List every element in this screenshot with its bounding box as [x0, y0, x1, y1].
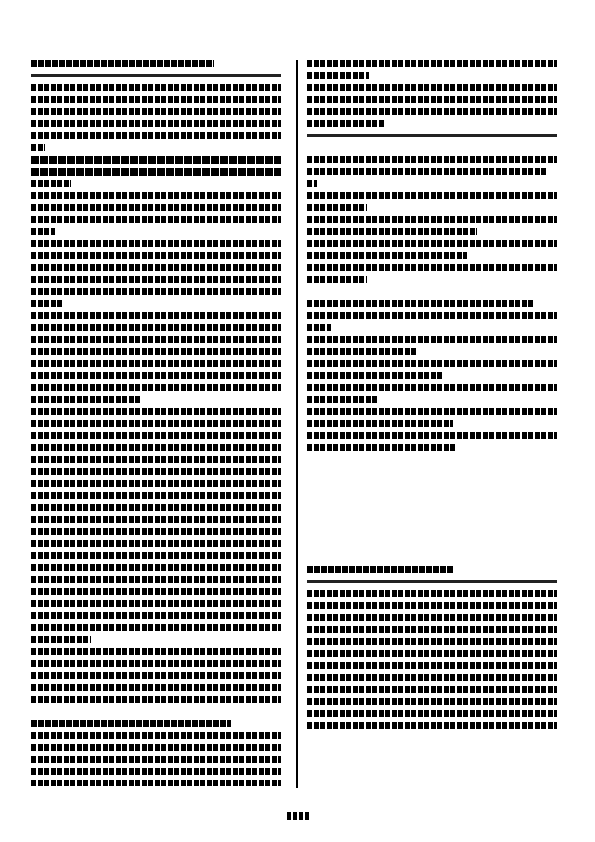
text-line	[307, 720, 560, 732]
text-line	[31, 142, 289, 154]
text-line	[307, 274, 560, 286]
text-line	[307, 334, 560, 346]
text-line	[307, 58, 560, 70]
text-line	[307, 708, 560, 720]
text-line	[31, 622, 289, 634]
text-line	[31, 742, 289, 754]
text-line	[31, 106, 289, 118]
text-line	[307, 118, 560, 130]
text-line	[307, 684, 560, 696]
text-line	[31, 286, 289, 298]
text-line	[31, 598, 289, 610]
column-divider	[296, 60, 298, 788]
text-line	[31, 358, 289, 370]
text-line	[307, 94, 560, 106]
text-line	[307, 370, 560, 382]
section-heading	[31, 58, 289, 70]
text-line	[31, 262, 289, 274]
text-line	[307, 106, 560, 118]
text-line	[31, 238, 289, 250]
text-line	[307, 636, 560, 648]
text-line	[31, 454, 289, 466]
text-line	[307, 430, 560, 442]
text-line	[31, 418, 289, 430]
text-line	[31, 562, 289, 574]
text-line	[307, 382, 560, 394]
text-line	[31, 130, 289, 142]
page-number	[287, 812, 309, 820]
text-line	[307, 250, 560, 262]
right-column	[307, 58, 560, 786]
text-line	[31, 466, 289, 478]
text-line	[31, 586, 289, 598]
text-line	[31, 250, 289, 262]
text-line	[31, 514, 289, 526]
text-line	[307, 600, 560, 612]
text-line	[307, 624, 560, 636]
text-line	[307, 672, 560, 684]
text-line	[31, 550, 289, 562]
text-line	[307, 310, 560, 322]
text-line	[307, 406, 560, 418]
text-line	[31, 526, 289, 538]
section-heading	[31, 718, 289, 730]
text-line	[307, 660, 560, 672]
text-line	[307, 214, 560, 226]
text-line	[31, 310, 289, 322]
text-line	[31, 166, 289, 178]
text-line	[31, 346, 289, 358]
text-line	[31, 334, 289, 346]
text-line	[31, 70, 289, 82]
text-line	[31, 694, 289, 706]
section-heading	[307, 564, 560, 576]
text-line	[307, 322, 560, 334]
text-line	[31, 406, 289, 418]
text-line	[31, 682, 289, 694]
text-line	[31, 766, 289, 778]
text-line	[31, 610, 289, 622]
text-line	[307, 298, 560, 310]
text-line	[307, 202, 560, 214]
text-line	[307, 226, 560, 238]
text-line	[307, 154, 560, 166]
text-line	[307, 82, 560, 94]
text-line	[31, 190, 289, 202]
text-line	[31, 658, 289, 670]
text-line	[31, 298, 289, 310]
text-line	[31, 754, 289, 766]
text-line	[31, 322, 289, 334]
text-line	[307, 262, 560, 274]
text-line	[31, 574, 289, 586]
text-line	[31, 214, 289, 226]
text-line	[31, 370, 289, 382]
text-line	[31, 646, 289, 658]
text-line	[31, 490, 289, 502]
text-line	[307, 648, 560, 660]
text-line	[31, 730, 289, 742]
text-line	[31, 394, 289, 406]
text-line	[307, 166, 560, 178]
text-line	[31, 154, 289, 166]
text-line	[31, 430, 289, 442]
text-line	[307, 442, 560, 454]
text-line	[31, 538, 289, 550]
text-line	[31, 778, 289, 786]
text-line	[307, 238, 560, 250]
left-column	[31, 58, 289, 786]
text-line	[31, 226, 289, 238]
text-line	[307, 178, 560, 190]
text-line	[31, 202, 289, 214]
text-line	[307, 696, 560, 708]
text-line	[31, 634, 289, 646]
text-line	[31, 670, 289, 682]
text-line	[31, 382, 289, 394]
text-line	[307, 394, 560, 406]
text-line	[307, 576, 560, 588]
text-line	[31, 442, 289, 454]
text-line	[31, 274, 289, 286]
text-line	[31, 502, 289, 514]
text-line	[307, 588, 560, 600]
text-line	[307, 612, 560, 624]
text-line	[307, 358, 560, 370]
text-line	[307, 70, 560, 82]
text-line	[307, 190, 560, 202]
text-line	[307, 130, 560, 142]
text-line	[307, 346, 560, 358]
text-line	[31, 82, 289, 94]
text-line	[31, 478, 289, 490]
text-line	[31, 118, 289, 130]
text-line	[31, 94, 289, 106]
text-line	[307, 418, 560, 430]
text-line	[31, 178, 289, 190]
